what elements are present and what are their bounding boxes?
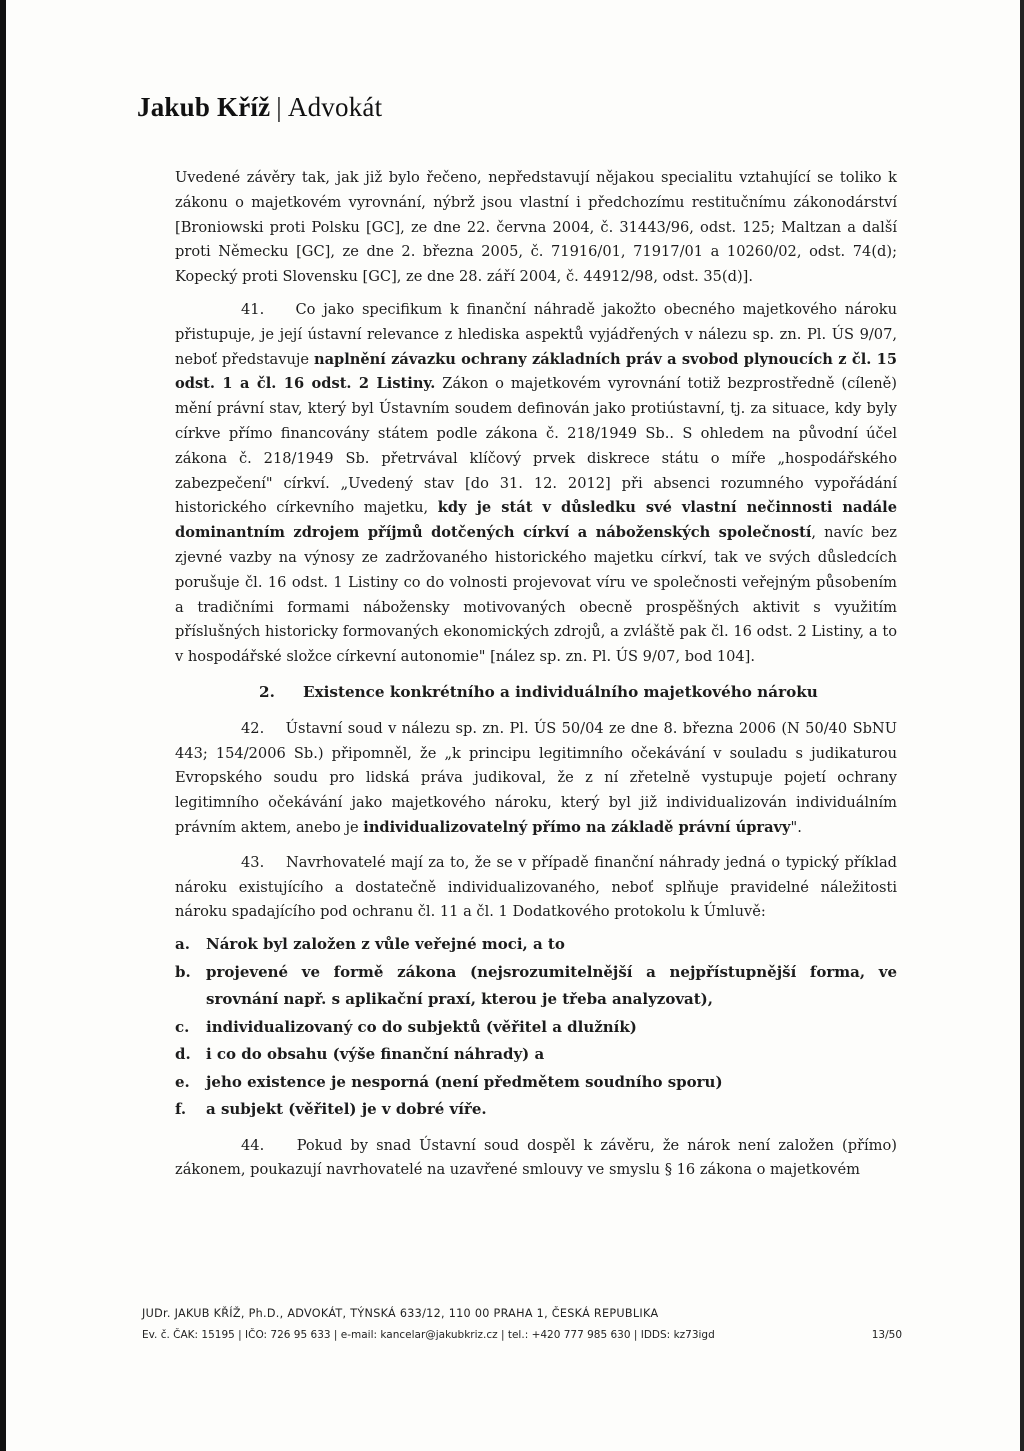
paragraph-number: 44. (241, 1136, 265, 1154)
letterhead-separator: | (276, 92, 282, 122)
paragraph-number: 42. (241, 719, 265, 737)
list-item-text: jeho existence je nesporná (není předmětem soudního sporu) (206, 1072, 723, 1091)
letterhead-name: Jakub Kříž (137, 92, 271, 122)
paragraph-text: Zákon o majetkovém vyrovnání totiž bezprostředně (cíleně) mění právní stav, který byl Ústavním soudem definován jako protiústavní, tj. za situace, kdy byly církve přímo financovány státem podle zákona č. 218/1949 Sb.. S ohledem na původní účel zákona č. 218/1949 Sb. přetrvával klíčový prvek diskrece státu o míře „hospodářského zabezpečení" církví. „Uvedený stav [do 31. 12. 2012] při absenci rozumného vypořádání historického církevního majetku, (175, 375, 898, 517)
paragraph-intro: Uvedené závěry tak, jak již bylo řečeno, nepředstavují nějakou specialitu vztahující se toliko k zákonu o majetkovém vyrovnání, nýbrž jsou vlastní i předchozímu restitučnímu zákonodárství [Broniowski proti Polsku [GC], ze dne 22. června 2004, č. 31443/96, odst. 125; Maltzan a další proti Německu [GC], ze dne 2. března 2005, č. 71916/01, 71917/01 a 10260/02, odst. 74(d); Kopecký proti Slovensku [GC], ze dne 28. září 2004, č. 44912/98, odst. 35(d)]. (175, 169, 897, 286)
list-item-text: i co do obsahu (výše finanční náhrady) a (206, 1045, 545, 1064)
requirements-list (175, 931, 897, 1124)
footer-contact-row (142, 1329, 902, 1341)
list-item-text: individualizovaný co do subjektů (věřitel a dlužník) (206, 1017, 637, 1036)
paragraph-text: Navrhovatelé mají za to, že se v případě finanční náhrady jedná o typický příklad nároku existujícího a dostatečně individualizovaného, neboť splňuje pravidelné náležitosti nároku spadajícího pod ochranu čl. 11 a čl. 1 Dodatkového protokolu k Úmluvě: (175, 853, 897, 921)
list-item-label: f. (175, 1100, 187, 1119)
list-item (175, 959, 897, 1014)
paragraph-number: 43. (241, 853, 265, 871)
paragraph-44 (175, 1134, 897, 1184)
page-footer (142, 1307, 902, 1341)
paragraph-text: Ústavní soud v nálezu sp. zn. Pl. ÚS 50/04 ze dne 8. března 2006 (N 50/40 SbNU 443; 154/2006 Sb.) připomněl, že „k principu legitimního očekávání v souladu s judikaturou Evropského soudu pro lidská práva judikoval, že z ní zřetelně vystupuje pojetí ochrany legitimního očekávání jako majetkového nároku, který byl již individualizován individuálním právním aktem, anebo je (175, 719, 897, 836)
list-item (175, 1069, 897, 1097)
paragraph-text: Pokud by snad Ústavní soud dospěl k závěru, že nárok není založen (přímo) zákonem, poukazují navrhovatelé na uzavřené smlouvy ve smyslu § 16 zákona o majetkovém (175, 1136, 897, 1179)
letterhead-role: Advokát (287, 92, 383, 122)
bold-text: naplnění závazku ochrany základních práv a svobod plynoucích z čl. 15 odst. 1 a čl. 16 odst. 2 Listiny. (175, 350, 897, 393)
section-heading (175, 680, 897, 705)
list-item (175, 1041, 897, 1069)
paragraph-41 (175, 298, 897, 670)
footer-address: JUDr. JAKUB KŘÍŽ, Ph.D., ADVOKÁT, TÝNSKÁ 633/12, 110 00 PRAHA 1, ČESKÁ REPUBLIKA (142, 1307, 659, 1320)
page-number: 13/50 (871, 1329, 902, 1341)
paragraph-text: ". (790, 818, 802, 836)
list-item-label: d. (175, 1045, 191, 1064)
footer-contact: Ev. č. ČAK: 15195 | IČO: 726 95 633 | e-mail: kancelar@jakubkriz.cz | tel.: +420 777 985 630 | IDDS: kz73igd (142, 1329, 715, 1341)
paragraph-text: Co jako specifikum k finanční náhradě jakožto obecného majetkového nároku přistupuje, je její ústavní relevance z hlediska aspektů vyjádřených v nálezu sp. zn. Pl. ÚS 9/07, neboť představuje (175, 300, 897, 368)
list-item-label: a. (175, 935, 190, 954)
paragraph-number: 41. (241, 300, 265, 318)
paragraph-43 (175, 851, 897, 925)
list-item-text: Nárok byl založen z vůle veřejné moci, a to (206, 935, 565, 954)
list-item-text: a subjekt (věřitel) je v dobré víře. (206, 1100, 487, 1119)
scan-edge-left (0, 0, 6, 1451)
scan-edge-right (1020, 0, 1024, 1451)
list-item-text: projevené ve formě zákona (nejsrozumitelnější a nejpřístupnější forma, ve srovnání např. s aplikační praxí, kterou je třeba analyzovat), (206, 962, 897, 1009)
letterhead (137, 92, 382, 123)
list-item-label: b. (175, 962, 191, 981)
section-number: 2. (259, 682, 275, 701)
bold-text: individualizovatelný přímo na základě právní úpravy (363, 818, 791, 836)
list-item (175, 1014, 897, 1042)
list-item (175, 931, 897, 959)
list-item-label: c. (175, 1017, 190, 1036)
section-title: Existence konkrétního a individuálního majetkového nároku (303, 682, 818, 701)
paragraph-text: , navíc bez zjevné vazby na výnosy ze zadržovaného historického majetku církví, tak ve svých důsledcích porušuje čl. 16 odst. 1 Listiny co do volnosti projevovat víru ve společnosti veřejným působením a tradičními formami nábožensky motivovaných obecně prospěšných aktivit s využitím příslušných historicky formovaných ekonomických zdrojů, a zvláště pak čl. 16 odst. 2 Listiny, a to v hospodářské složce církevní autonomie" [nález sp. zn. Pl. ÚS 9/07, bod 104]. (175, 524, 897, 666)
list-item (175, 1096, 897, 1124)
paragraph-42 (175, 717, 897, 841)
list-item-label: e. (175, 1072, 190, 1091)
bold-text: kdy je stát v důsledku své vlastní nečinnosti nadále dominantním zdrojem příjmů dotčených církví a náboženských společností (175, 499, 897, 542)
document-body (175, 166, 897, 1183)
